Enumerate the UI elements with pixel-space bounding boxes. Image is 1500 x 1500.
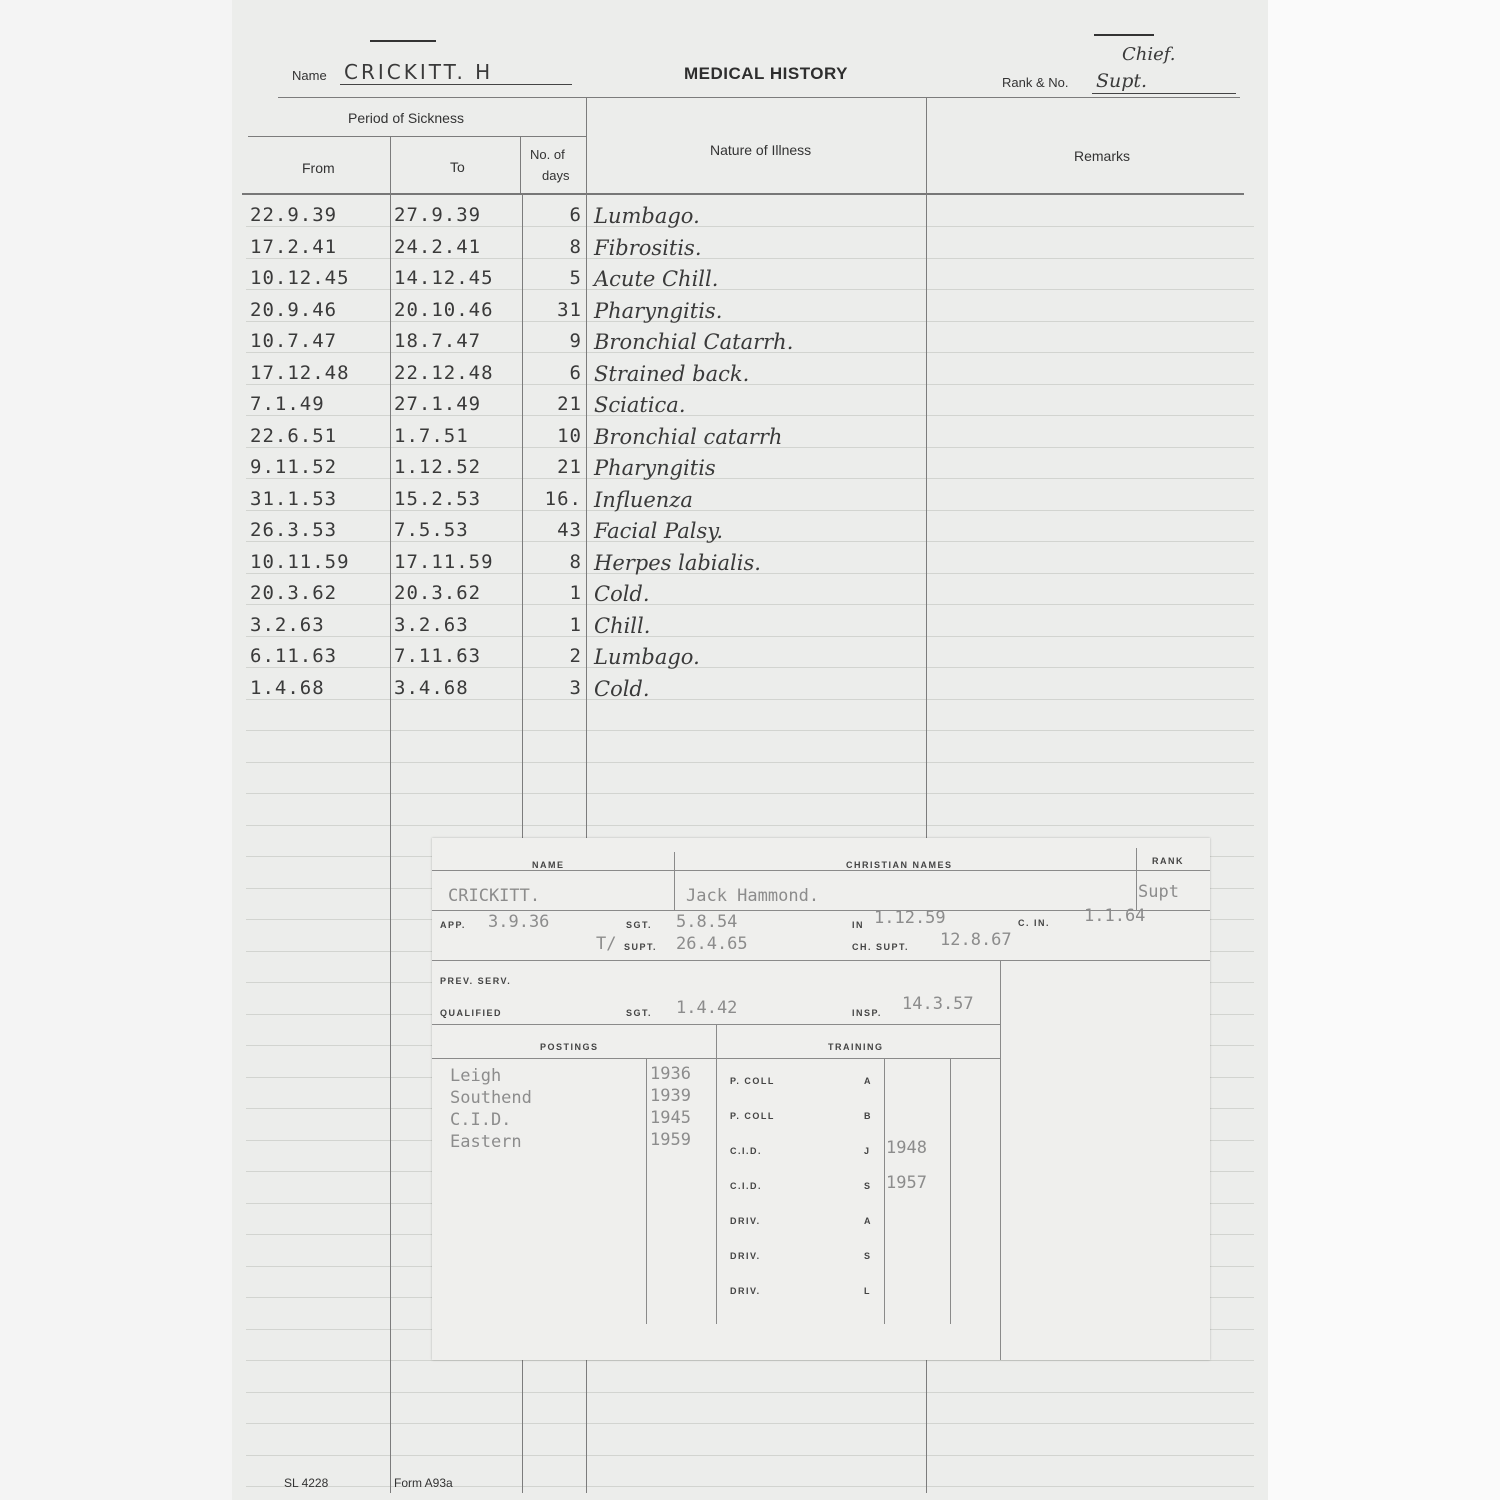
table-top-line	[278, 97, 1240, 98]
entry-illness: Bronchial catarrh	[594, 425, 783, 449]
entry-illness: Sciatica.	[594, 393, 686, 417]
entry-illness: Chill.	[594, 614, 651, 638]
posting-year: 1945	[650, 1108, 691, 1128]
posting-place: Eastern	[450, 1132, 522, 1152]
right-background	[1268, 0, 1500, 1500]
period-of-sickness-header: Period of Sickness	[348, 110, 464, 126]
posting-year: 1936	[650, 1064, 691, 1084]
entry-to: 27.1.49	[394, 393, 482, 415]
training-grade: S	[864, 1181, 872, 1191]
rank-underline	[1092, 93, 1236, 94]
card-cin: 1.1.64	[1084, 906, 1146, 926]
entry-to: 18.7.47	[394, 330, 482, 352]
name-underline	[340, 84, 572, 85]
entry-illness: Fibrositis.	[594, 236, 702, 260]
left-background	[0, 0, 232, 1500]
entry-from: 22.9.39	[250, 204, 338, 226]
entry-to: 20.10.46	[394, 299, 494, 321]
rank-label: Rank & No.	[1002, 75, 1069, 90]
card-in-label: IN	[852, 920, 864, 930]
entry-from: 10.11.59	[250, 551, 350, 573]
card-training-extra-divider	[950, 1058, 951, 1324]
entry-from: 10.7.47	[250, 330, 338, 352]
entry-to: 1.7.51	[394, 425, 469, 447]
entry-illness: Cold.	[594, 677, 650, 701]
card-name-label: NAME	[532, 860, 565, 870]
entry-from: 17.2.41	[250, 236, 338, 258]
table-row	[232, 299, 1268, 329]
entry-illness: Strained back.	[594, 362, 750, 386]
entry-from: 7.1.49	[250, 393, 325, 415]
entry-to: 15.2.53	[394, 488, 482, 510]
card-q-sgt: 1.4.42	[676, 998, 738, 1018]
table-row	[232, 582, 1268, 612]
card-chsupt-label: CH. SUPT.	[852, 942, 910, 952]
card-rank: Supt	[1138, 882, 1179, 902]
card-tsupt: 26.4.65	[676, 934, 748, 954]
table-row	[232, 456, 1268, 486]
card-header-line	[432, 870, 1210, 871]
card-surname: CRICKITT.	[448, 886, 541, 906]
rank-value: Supt.	[1096, 70, 1148, 92]
card-rank-divider	[1136, 848, 1137, 910]
entry-days: 16.	[544, 488, 582, 510]
header-bottom-line	[242, 193, 1244, 195]
training-course: C.I.D.	[730, 1181, 763, 1191]
entry-illness: Cold.	[594, 582, 650, 606]
entry-days: 3	[569, 677, 582, 699]
training-grade: S	[864, 1251, 872, 1261]
ledger-rule	[246, 793, 1254, 794]
entry-illness: Herpes labialis.	[594, 551, 761, 575]
entry-from: 10.12.45	[250, 267, 350, 289]
card-training-year-divider	[884, 1058, 885, 1324]
entry-to: 14.12.45	[394, 267, 494, 289]
posting-place: Southend	[450, 1088, 532, 1108]
entry-days: 10	[557, 425, 582, 447]
entry-days: 9	[569, 330, 582, 352]
days-header-line2: days	[542, 168, 570, 183]
entry-days: 21	[557, 393, 582, 415]
entry-to: 27.9.39	[394, 204, 482, 226]
ledger-rule	[246, 762, 1254, 763]
from-to-divider-head	[390, 136, 391, 193]
training-course: P. COLL	[730, 1076, 775, 1086]
medical-history-sheet	[232, 0, 1268, 1500]
posting-year: 1959	[650, 1130, 691, 1150]
entry-illness: Lumbago.	[594, 645, 700, 669]
entry-illness: Acute Chill.	[594, 267, 719, 291]
training-course: P. COLL	[730, 1111, 775, 1121]
entry-days: 2	[569, 645, 582, 667]
entry-from: 6.11.63	[250, 645, 338, 667]
form-number: Form A93a	[394, 1476, 453, 1490]
entry-to: 7.5.53	[394, 519, 469, 541]
card-name-divider	[674, 852, 675, 910]
card-sgt-label: SGT.	[626, 920, 653, 930]
top-right-mark	[1094, 34, 1154, 36]
entry-days: 31	[557, 299, 582, 321]
entry-to: 1.12.52	[394, 456, 482, 478]
table-row	[232, 330, 1268, 360]
entry-from: 20.3.62	[250, 582, 338, 604]
ledger-rule	[246, 1455, 1254, 1456]
ledger-rule	[246, 825, 1254, 826]
posting-place: C.I.D.	[450, 1110, 512, 1130]
training-year: 1957	[886, 1173, 927, 1193]
entry-days: 21	[557, 456, 582, 478]
entry-from: 31.1.53	[250, 488, 338, 510]
training-course: DRIV.	[730, 1251, 761, 1261]
entry-days: 6	[569, 204, 582, 226]
entry-illness: Facial Palsy.	[594, 519, 724, 543]
table-row	[232, 551, 1268, 581]
training-year: 1948	[886, 1138, 927, 1158]
entry-days: 6	[569, 362, 582, 384]
ledger-rule	[246, 1392, 1254, 1393]
entry-to: 3.4.68	[394, 677, 469, 699]
card-postings-training-divider	[716, 1024, 717, 1324]
name-value: CRICKITT. H	[344, 60, 494, 84]
card-rank-label: RANK	[1152, 856, 1184, 866]
entry-illness: Pharyngitis.	[594, 299, 723, 323]
entry-from: 17.12.48	[250, 362, 350, 384]
card-christian-names: Jack Hammond.	[686, 886, 820, 906]
record-card	[432, 838, 1210, 1360]
table-row	[232, 425, 1268, 455]
entry-illness: Pharyngitis	[594, 456, 716, 480]
card-prev-serv-label: PREV. SERV.	[440, 976, 512, 986]
training-grade: L	[864, 1286, 871, 1296]
entry-from: 26.3.53	[250, 519, 338, 541]
table-row	[232, 393, 1268, 423]
posting-place: Leigh	[450, 1066, 502, 1086]
page-title: MEDICAL HISTORY	[684, 64, 848, 83]
entry-illness: Influenza	[594, 488, 693, 512]
card-app-label: APP.	[440, 920, 466, 930]
entry-to: 20.3.62	[394, 582, 482, 604]
card-postings-label: POSTINGS	[540, 1042, 599, 1052]
to-days-divider-head	[520, 136, 521, 193]
table-row	[232, 677, 1268, 707]
card-app: 3.9.36	[488, 912, 550, 932]
card-christian-names-label: CHRISTIAN NAMES	[846, 860, 953, 870]
entry-days: 1	[569, 582, 582, 604]
table-row	[232, 488, 1268, 518]
name-label: Name	[292, 68, 327, 83]
entry-days: 8	[569, 551, 582, 573]
card-posting-year-divider	[646, 1058, 647, 1324]
posting-year: 1939	[650, 1086, 691, 1106]
nature-of-illness-header: Nature of Illness	[710, 142, 812, 158]
card-qualified-label: QUALIFIED	[440, 1008, 502, 1018]
card-cin-label: C. IN.	[1018, 918, 1051, 928]
remarks-header: Remarks	[1074, 148, 1131, 164]
entry-from: 9.11.52	[250, 456, 338, 478]
entry-days: 43	[557, 519, 582, 541]
training-course: DRIV.	[730, 1286, 761, 1296]
period-divider-line	[248, 136, 586, 137]
entry-illness: Lumbago.	[594, 204, 700, 228]
entry-to: 7.11.63	[394, 645, 482, 667]
top-left-mark	[370, 40, 436, 42]
table-row	[232, 362, 1268, 392]
table-row	[232, 519, 1268, 549]
table-row	[232, 614, 1268, 644]
card-training-label: TRAINING	[828, 1042, 884, 1052]
ledger-rule	[246, 1360, 1254, 1361]
to-header: To	[450, 159, 465, 175]
ledger-rule	[246, 730, 1254, 731]
card-q-sgt-label: SGT.	[626, 1008, 653, 1018]
table-row	[232, 204, 1268, 234]
card-in: 1.12.59	[874, 908, 946, 928]
entry-to: 3.2.63	[394, 614, 469, 636]
rank-annotation: Chief.	[1122, 44, 1176, 65]
entry-illness: Bronchial Catarrh.	[594, 330, 794, 354]
days-header-line1: No. of	[530, 147, 565, 162]
ledger-rule	[246, 1423, 1254, 1424]
entry-to: 22.12.48	[394, 362, 494, 384]
table-row	[232, 236, 1268, 266]
card-q-insp-label: INSP.	[852, 1008, 882, 1018]
entry-days: 8	[569, 236, 582, 258]
form-code: SL 4228	[284, 1476, 329, 1490]
training-grade: A	[864, 1076, 872, 1086]
training-grade: B	[864, 1111, 872, 1121]
entry-to: 24.2.41	[394, 236, 482, 258]
card-sgt: 5.8.54	[676, 912, 738, 932]
card-tsupt-label: SUPT.	[624, 942, 658, 952]
entry-from: 22.6.51	[250, 425, 338, 447]
entry-days: 1	[569, 614, 582, 636]
card-tsupt-prefix: T/	[596, 934, 617, 954]
training-course: C.I.D.	[730, 1146, 763, 1156]
from-header: From	[302, 160, 335, 176]
table-row	[232, 645, 1268, 675]
card-dates-line	[432, 960, 1210, 961]
entry-to: 17.11.59	[394, 551, 494, 573]
training-grade: J	[864, 1146, 871, 1156]
card-chsupt: 12.8.67	[940, 930, 1012, 950]
entry-from: 1.4.68	[250, 677, 325, 699]
card-section-header-line	[432, 1058, 1000, 1059]
training-course: DRIV.	[730, 1216, 761, 1226]
entry-days: 5	[569, 267, 582, 289]
table-row	[232, 267, 1268, 297]
card-photo-divider	[1000, 960, 1001, 1360]
training-grade: A	[864, 1216, 872, 1226]
entry-from: 3.2.63	[250, 614, 325, 636]
entry-from: 20.9.46	[250, 299, 338, 321]
card-q-insp: 14.3.57	[902, 994, 974, 1014]
